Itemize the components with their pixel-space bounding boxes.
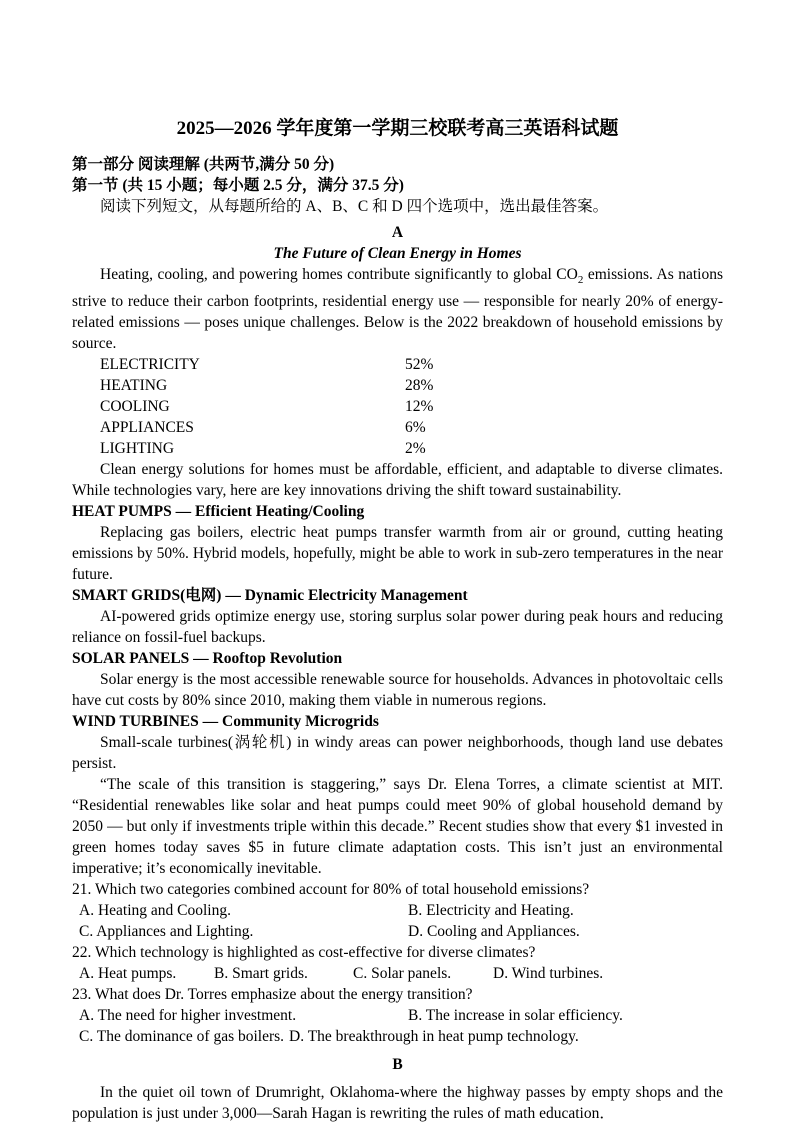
emission-value: 28%: [405, 377, 434, 395]
passage-a-intro: [72, 264, 723, 354]
table-row: [72, 438, 723, 459]
emissions-table: [72, 354, 723, 459]
emission-value: 12%: [405, 398, 434, 416]
section-heading-solar-panels: SOLAR PANELS — Rooftop Revolution: [72, 650, 343, 668]
option-21-d: D. Cooling and Appliances.: [408, 923, 580, 941]
intro-pre: Heating, cooling, and powering homes contribute significantly to global CO: [100, 266, 578, 283]
table-row: [72, 375, 723, 396]
emission-label: APPLIANCES: [100, 419, 194, 437]
section-body-smart-grids: AI-powered grids optimize energy use, storing surplus solar power during peak hours and reducing reliance on fossil-fuel backups.: [72, 608, 723, 647]
question-21-options-row2: [72, 921, 723, 942]
option-23-c: C. The dominance of gas boilers.: [79, 1028, 285, 1046]
option-21-c: C. Appliances and Lighting.: [79, 923, 254, 941]
option-22-a: A. Heat pumps.: [79, 965, 177, 983]
option-21-a: A. Heating and Cooling.: [79, 902, 231, 920]
emission-label: COOLING: [100, 398, 170, 416]
question-22-stem: 22. Which technology is highlighted as cost-effective for diverse climates?: [72, 944, 536, 962]
emission-label: HEATING: [100, 377, 168, 395]
table-row: [72, 417, 723, 438]
passage-a-closing: “The scale of this transition is staggering,” says Dr. Elena Torres, a climate scientist at MIT. “Residential renewables like solar and heat pumps could meet 90% of global household demand by 2050 — but only if investments triple within this decade.” Recent studies show that every $1 invested in green homes today saves $5 in future climate adaptation costs. This isn’t just an environmental imperative; it’s economically inevitable.: [72, 776, 723, 878]
part1-heading: 第一部分 阅读理解 (共两节,满分 50 分): [72, 156, 335, 173]
passage-b-intro: In the quiet oil town of Drumright, Oklahoma-where the highway passes by empty shops and the population is just under 3,000—Sarah Hagan is rewriting the rules of math education．: [72, 1084, 723, 1123]
passage-a-title: The Future of Clean Energy in Homes: [273, 245, 522, 262]
question-23-stem: 23. What does Dr. Torres emphasize about the energy transition?: [72, 986, 473, 1004]
emission-value: 52%: [405, 356, 434, 374]
emission-value: 2%: [405, 440, 426, 458]
passage-a-label: A: [391, 224, 404, 241]
option-23-d: D. The breakthrough in heat pump technology.: [289, 1028, 579, 1046]
passage-b-label: B: [392, 1056, 403, 1074]
page-title: 2025—2026 学年度第一学期三校联考高三英语科试题: [176, 118, 619, 139]
section-body-wind-turbines: Small-scale turbines(涡轮机) in windy areas can power neighborhoods, though land use debates persist.: [72, 734, 723, 773]
section-heading-wind-turbines: WIND TURBINES — Community Microgrids: [72, 713, 379, 731]
question-21-options-row1: [72, 900, 723, 921]
emission-label: LIGHTING: [100, 440, 175, 458]
table-row: [72, 396, 723, 417]
section-body-solar-panels: Solar energy is the most accessible renewable source for households. Advances in photovoltaic cells have cut costs by 80% since 2010, making them viable in numerous regions.: [72, 671, 723, 710]
table-row: [72, 354, 723, 375]
question-21-stem: 21. Which two categories combined account for 80% of total household emissions?: [72, 881, 590, 899]
option-21-b: B. Electricity and Heating.: [408, 902, 574, 920]
emission-label: ELECTRICITY: [100, 356, 200, 374]
option-22-d: D. Wind turbines.: [493, 965, 604, 983]
question-22-options-row: [72, 963, 723, 984]
question-23-options-row2: [72, 1026, 723, 1047]
section-heading-heat-pumps: HEAT PUMPS — Efficient Heating/Cooling: [72, 503, 365, 521]
passage-a-para2: Clean energy solutions for homes must be affordable, efficient, and adaptable to diverse climates. While technologies vary, here are key innovations driving the shift toward sustainability.: [72, 461, 723, 500]
option-23-a: A. The need for higher investment.: [79, 1007, 297, 1025]
option-22-c: C. Solar panels.: [353, 965, 452, 983]
section-body-heat-pumps: Replacing gas boilers, electric heat pumps transfer warmth from air or ground, cutting heating emissions by 50%. Hybrid models, hopefully, might be able to work in sub-zero temperatures in the near future.: [72, 524, 723, 584]
option-22-b: B. Smart grids.: [214, 965, 308, 983]
instruction-text: 阅读下列短文，从每题所给的 A、B、C 和 D 四个选项中，选出最佳答案。: [100, 198, 609, 215]
section-heading-smart-grids: SMART GRIDS(电网) — Dynamic Electricity Management: [72, 587, 468, 605]
emission-value: 6%: [405, 419, 426, 437]
co2-subscript: 2: [577, 274, 584, 287]
option-23-b: B. The increase in solar efficiency.: [408, 1007, 623, 1025]
question-23-options-row1: [72, 1005, 723, 1026]
section1-heading: 第一节 (共 15 小题；每小题 2.5 分，满分 37.5 分): [72, 177, 404, 194]
intro-post: emissions. As nations strive to reduce their carbon footprints, residential energy use — responsible for nearly 20% of energy-related emissions — poses unique challenges. Below is the 2022 breakdown of household emissions by source.: [72, 266, 724, 353]
